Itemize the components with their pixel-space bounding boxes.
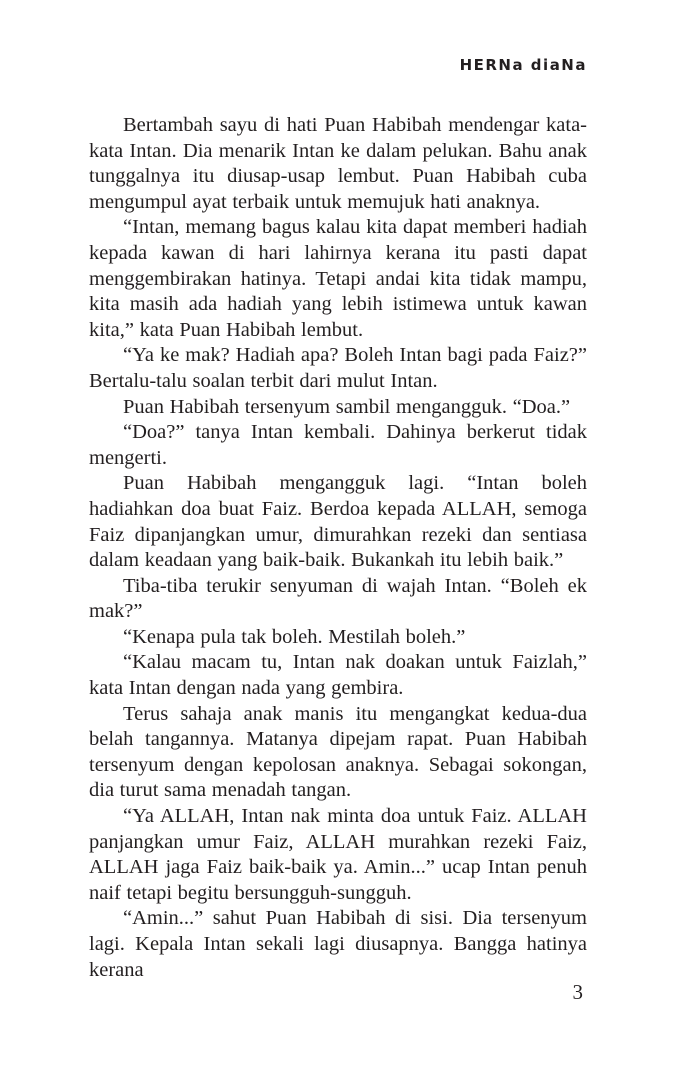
paragraph: “Amin...” sahut Puan Habibah di sisi. Dia tersenyum lagi. Kepala Intan sekali lagi diusapnya. Bangga hatinya kerana <box>89 907 587 981</box>
paragraph: Terus sahaja anak manis itu mengangkat kedua-dua belah tangannya. Matanya dipejam rapat. Puan Habibah tersenyum dengan kepolosan anaknya. Sebagai sokongan, dia turut sama menadah tangan. <box>89 702 587 802</box>
paragraph: Tiba-tiba terukir senyuman di wajah Intan. “Boleh ek mak?” <box>89 574 587 623</box>
paragraph: Puan Habibah tersenyum sambil mengangguk. “Doa.” <box>123 395 571 418</box>
paragraph: “Intan, memang bagus kalau kita dapat memberi hadiah kepada kawan di hari lahirnya kerana itu pasti dapat menggembirakan hatinya. Tetapi andai kita tidak mampu, kita masih ada hadiah yang lebih istimewa untuk kawan kita,” kata Puan Habibah lembut. <box>89 216 587 341</box>
body-text <box>89 113 587 983</box>
page-number: 3 <box>572 980 583 1004</box>
paragraph: Bertambah sayu di hati Puan Habibah mendengar kata-kata Intan. Dia menarik Intan ke dalam pelukan. Bahu anak tunggalnya itu diusap-usap lembut. Puan Habibah cuba mengumpul ayat terbaik untuk memujuk hati anaknya. <box>89 114 587 213</box>
paragraph: “Doa?” tanya Intan kembali. Dahinya berkerut tidak mengerti. <box>89 421 587 469</box>
paragraph: Puan Habibah mengangguk lagi. “Intan boleh hadiahkan doa buat Faiz. Berdoa kepada ALLAH, semoga Faiz dipanjangkan umur, dimurahkan rezeki dan sentiasa dalam keadaan yang baik-baik. Bukankah itu lebih baik.” <box>89 472 587 572</box>
running-header-author: HERNa diaNa <box>459 56 587 74</box>
paragraph: “Ya ke mak? Hadiah apa? Boleh Intan bagi pada Faiz?” Bertalu-talu soalan terbit dari mulut Intan. <box>89 344 587 392</box>
paragraph: “Kalau macam tu, Intan nak doakan untuk Faizlah,” kata Intan dengan nada yang gembira. <box>89 651 587 700</box>
paragraph: “Ya ALLAH, Intan nak minta doa untuk Faiz. ALLAH panjangkan umur Faiz, ALLAH murahkan rezeki Faiz, ALLAH jaga Faiz baik-baik ya. Amin...” ucap Intan penuh naif tetapi begitu bersungguh-sungguh. <box>89 805 587 904</box>
paragraph: “Kenapa pula tak boleh. Mestilah boleh.” <box>123 625 466 648</box>
